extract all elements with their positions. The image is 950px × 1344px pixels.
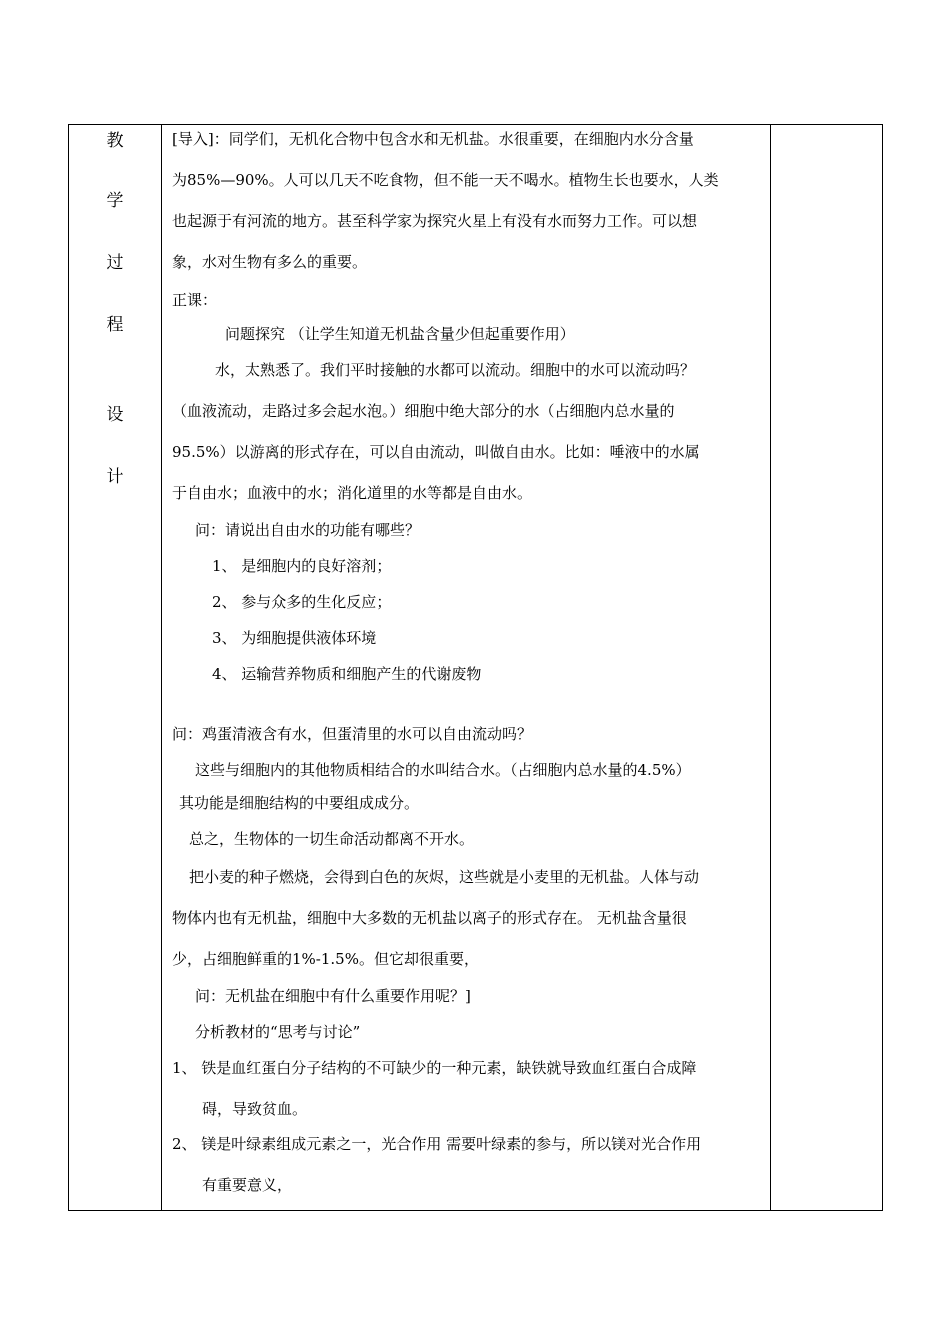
list-item: 3、 为细胞提供液体环境 (212, 629, 377, 647)
paragraph-line: 物体内也有无机盐，细胞中大多数的无机盐以离子的形式存在。 无机盐含量很 (172, 909, 687, 927)
paragraph-line: 95.5%）以游离的形式存在，可以自由流动，叫做自由水。比如：唾液中的水属 (172, 443, 700, 461)
analysis-heading: 分析教材的“思考与讨论” (195, 1023, 361, 1041)
section-label-char: 教 (106, 131, 124, 151)
intro-line: [导入]：同学们，无机化合物中包含水和无机盐。水很重要，在细胞内水分含量 (172, 130, 694, 148)
section-heading: 正课： (172, 291, 218, 309)
section-label-char: 设 (106, 405, 124, 425)
section-label-char: 程 (106, 315, 124, 335)
numbered-item: 1、 铁是血红蛋白分子结构的不可缺少的一种元素，缺铁就导致血红蛋白合成障 (172, 1059, 697, 1077)
paragraph-line: 其功能是细胞结构的中要组成成分。 (179, 794, 420, 812)
paragraph-line: （血液流动，走路过多会起水泡。）细胞中绝大部分的水（占细胞内总水量的 (172, 402, 675, 420)
column-divider-right (770, 125, 771, 1210)
list-item: 1、 是细胞内的良好溶剂； (212, 557, 392, 575)
paragraph-line: 少，占细胞鲜重的1%-1.5%。但它却很重要， (172, 950, 479, 968)
list-item: 4、 运输营养物质和细胞产生的代谢废物 (212, 665, 482, 683)
numbered-item: 2、 镁是叶绿素组成元素之一，光合作用 需要叶绿素的参与，所以镁对光合作用 (172, 1135, 702, 1153)
numbered-item-continuation: 碍，导致贫血。 (202, 1100, 308, 1118)
column-divider-left (161, 125, 162, 1210)
paragraph-line: 把小麦的种子燃烧，会得到白色的灰烬，这些就是小麦里的无机盐。人体与动 (189, 868, 700, 886)
question-line: 问：请说出自由水的功能有哪些？ (195, 521, 421, 539)
numbered-item-continuation: 有重要意义， (202, 1176, 293, 1194)
intro-line: 为85%—90%。人可以几天不吃食物，但不能一天不喝水。植物生长也要水，人类 (172, 171, 719, 189)
summary-line: 总之，生物体的一切生命活动都离不开水。 (189, 830, 475, 848)
question-line: 问：鸡蛋清液含有水，但蛋清里的水可以自由流动吗？ (172, 725, 533, 743)
section-label-char: 学 (106, 191, 124, 211)
intro-line: 象，水对生物有多么的重要。 (172, 253, 368, 271)
lesson-table (68, 124, 883, 1211)
section-label-char: 过 (106, 253, 124, 273)
question-line: 问：无机盐在细胞中有什么重要作用呢？] (195, 987, 471, 1005)
topic-heading: 问题探究 （让学生知道无机盐含量少但起重要作用） (225, 325, 575, 343)
paragraph-line: 水，太熟悉了。我们平时接触的水都可以流动。细胞中的水可以流动吗？ (215, 361, 696, 379)
paragraph-line: 这些与细胞内的其他物质相结合的水叫结合水。（占细胞内总水量的4.5%） (195, 761, 691, 779)
list-item: 2、 参与众多的生化反应； (212, 593, 392, 611)
paragraph-line: 于自由水；血液中的水；消化道里的水等都是自由水。 (172, 484, 533, 502)
section-label-char: 计 (106, 467, 124, 487)
intro-line: 也起源于有河流的地方。甚至科学家为探究火星上有没有水而努力工作。可以想 (172, 212, 698, 230)
